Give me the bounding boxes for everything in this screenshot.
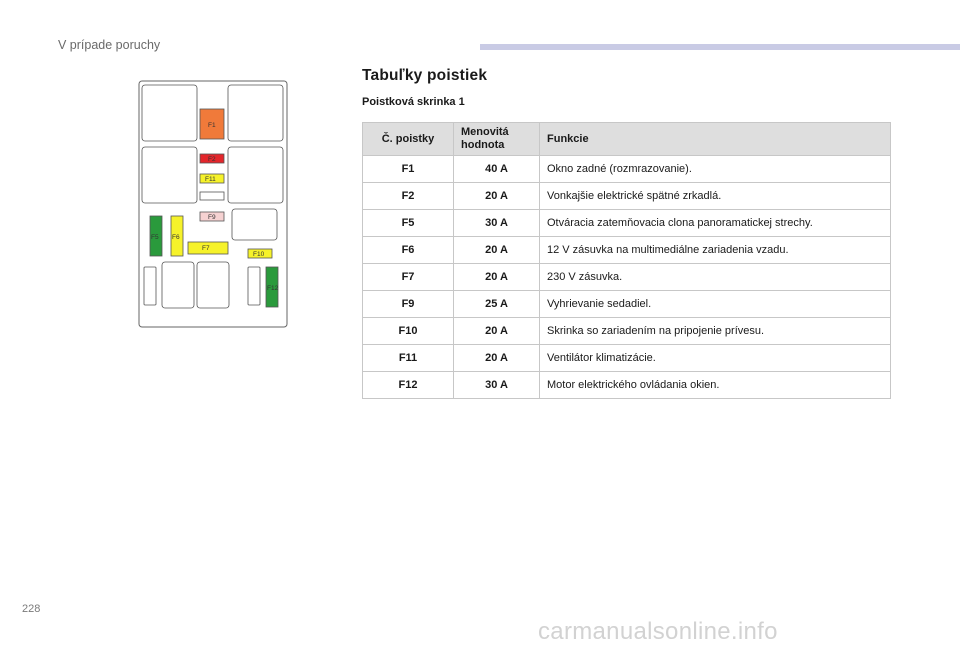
fuse-f10-label: F10 [253,251,265,258]
fuse-number: F11 [363,345,454,372]
watermark[interactable]: carmanualsonline.info [538,618,778,645]
fuse-table [362,122,891,399]
fuse-f12-label: F12 [267,285,279,292]
relay-bottom-2 [197,262,229,308]
fuse-number: F2 [363,183,454,210]
fuse-rating: 20 A [454,318,540,345]
fuse-rating: 20 A [454,264,540,291]
fuse-f5-label: F5 [151,234,159,241]
fuse-function: Ventilátor klimatizácie. [540,345,891,372]
table-row [363,291,891,318]
section-title: Tabuľky poistiek [362,67,488,84]
fuse-rating: 20 A [454,345,540,372]
slot-empty-small [200,192,224,200]
fuse-function: 12 V zásuvka na multimediálne zariadenia vzadu. [540,237,891,264]
table-row [363,210,891,237]
fuse-f9-label: F9 [208,214,216,221]
header-rating-line1: Menovitá [461,126,509,138]
fuse-number: F5 [363,210,454,237]
relay-top-left [142,85,197,141]
fuse-f2-label: F2 [208,156,216,163]
fuse-rating: 20 A [454,183,540,210]
fuse-function: Motor elektrického ovládania okien. [540,372,891,399]
table-header-row [363,123,891,156]
table-row [363,237,891,264]
header-rating-line2: hodnota [461,139,505,151]
fuse-function: Skrinka so zariadením na pripojenie prívesu. [540,318,891,345]
fuse-rating: 25 A [454,291,540,318]
fuse-number: F10 [363,318,454,345]
fuse-rating: 30 A [454,210,540,237]
relay-top-right [228,85,283,141]
header-rating [454,123,540,156]
slot-bottom-2 [248,267,260,305]
fuse-function: Vonkajšie elektrické spätné zrkadlá. [540,183,891,210]
relay-bottom-1 [162,262,194,308]
fuse-function: Otváracia zatemňovacia clona panoramatickej strechy. [540,210,891,237]
fuse-f1-label: F1 [208,122,216,129]
fuse-function: Okno zadné (rozmrazovanie). [540,156,891,183]
fuse-f7-label: F7 [202,245,210,252]
table-row [363,183,891,210]
header-bar [480,44,960,50]
header-number: Č. poistky [363,123,454,156]
table-row [363,318,891,345]
relay-mid-right [228,147,283,203]
slot-bottom-1 [144,267,156,305]
fuse-number: F7 [363,264,454,291]
page-number: 228 [22,603,41,615]
fuse-f11-label: F11 [205,176,216,183]
table-row [363,372,891,399]
section-subtitle: Poistková skrinka 1 [362,96,465,108]
header-function: Funkcie [540,123,891,156]
fuse-rating: 30 A [454,372,540,399]
table-row [363,264,891,291]
fuse-number: F12 [363,372,454,399]
fuse-number: F6 [363,237,454,264]
table-row [363,345,891,372]
fuse-number: F9 [363,291,454,318]
chapter-title: V prípade poruchy [58,38,161,52]
fuse-box-diagram [138,80,288,328]
fuse-function: 230 V zásuvka. [540,264,891,291]
fuse-rating: 40 A [454,156,540,183]
fuse-rating: 20 A [454,237,540,264]
relay-mid-left [142,147,197,203]
fuse-f6-label: F6 [172,234,180,241]
fuse-function: Vyhrievanie sedadiel. [540,291,891,318]
table-row [363,156,891,183]
fuse-number: F1 [363,156,454,183]
relay-small-right [232,209,277,240]
